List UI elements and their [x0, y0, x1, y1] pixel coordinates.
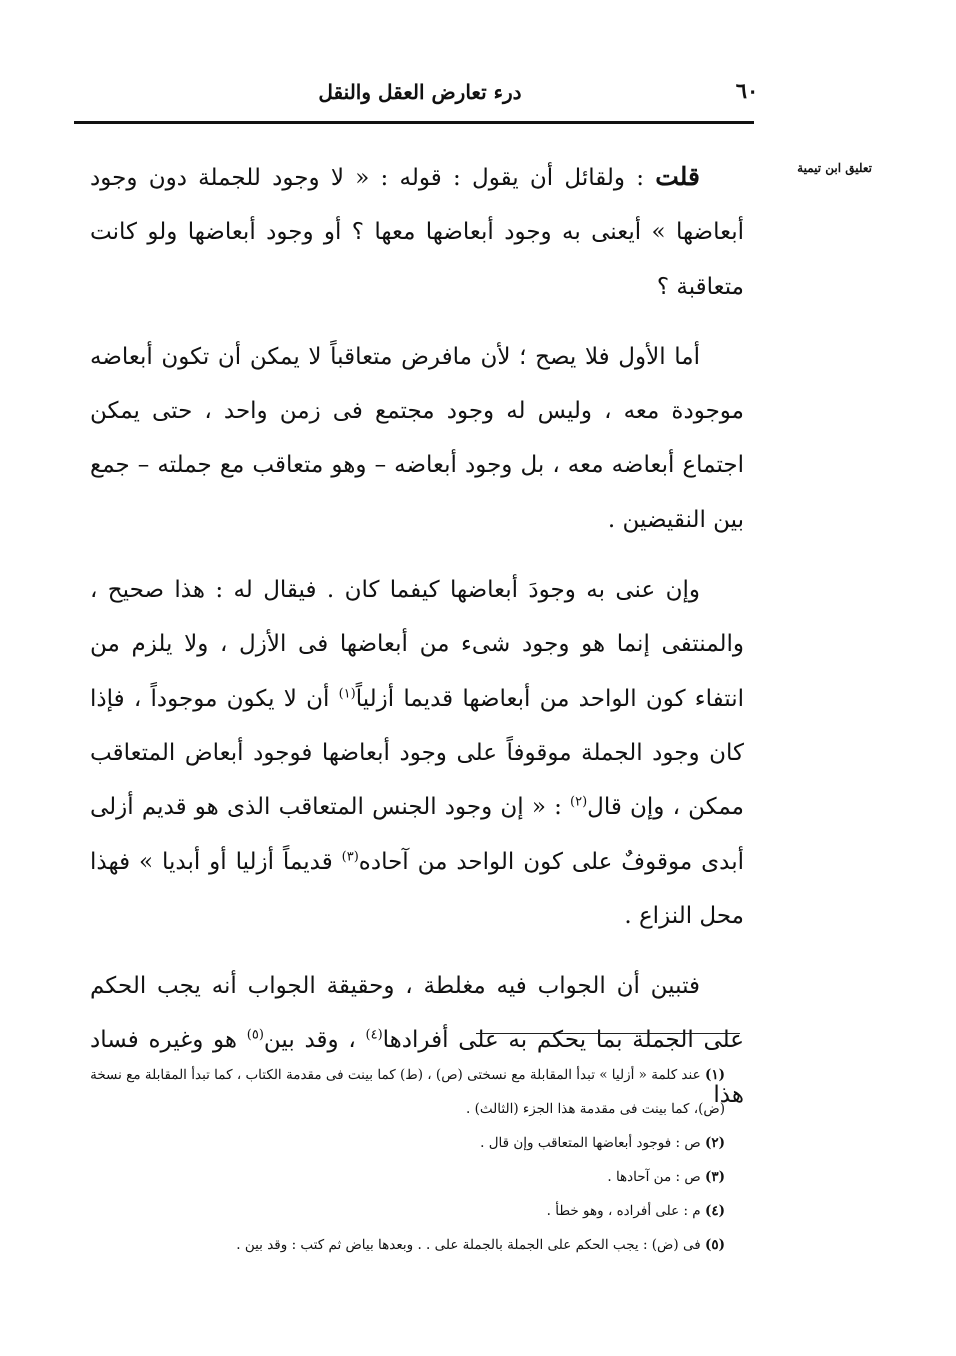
footnote-1: [85, 1058, 725, 1126]
footnote-text: فى (ض) : يجب الحكم على الجملة بالجملة على . . وبعدها بياض ثم كتب : وقد بين .: [236, 1237, 701, 1253]
lead-word: قلت: [655, 162, 700, 191]
footnote-number: (٣): [704, 1169, 725, 1185]
paragraph-text: : ولقائل أن يقول : قوله : « لا وجود للجملة دون وجود أبعاضها » أيعنى به وجود أبعاضها معها ؟ أو وجود أبعاضها ولو كانت متعاقبة ؟: [90, 165, 744, 300]
footnote-text: عند كلمة « أزليا » تبدأ المقابلة مع نسختى (ص) ، (ط) كما بينت فى مقدمة الكتاب ، كما تبدأ المقابلة مع نسخة (ض)، كما بينت فى مقدمة هذا الجزء (الثالث) .: [90, 1067, 725, 1117]
paragraph-2: [90, 330, 744, 547]
footnote-5: [85, 1228, 725, 1262]
footnote-ref-3[interactable]: (٣): [341, 848, 359, 864]
paragraph-3: [90, 563, 744, 943]
margin-note: تعليق ابن تيمية: [797, 161, 872, 175]
footnote-number: (٤): [704, 1203, 725, 1219]
footnote-text: ص : من آحادها .: [607, 1169, 701, 1185]
paragraph-text: فتبين أن الجواب فيه مغلطة ، وحقيقة الجواب أنه يجب الحكم على الجملة بما يحكم به على أفرادها: [90, 973, 744, 1054]
paragraph-text: : « إن وجود الجنس المتعاقب الذى هو قديم أزلى أبدى موقوفٌ على كون الواحد من آحاده: [90, 794, 744, 875]
header-rule: [74, 121, 754, 124]
footnote-ref-4[interactable]: (٤): [365, 1027, 383, 1043]
footnote-2: [85, 1126, 725, 1160]
footnote-ref-1[interactable]: (١): [338, 686, 356, 702]
footnote-ref-5[interactable]: (٥): [246, 1027, 264, 1043]
footnote-number: (١): [704, 1067, 725, 1083]
running-title: درء تعارض العقل والنقل: [318, 80, 522, 104]
body-text: [90, 150, 744, 1138]
paragraph-text: هو وغيره فساد هذا: [90, 1027, 744, 1108]
footnote-3: [85, 1160, 725, 1194]
footnotes: [85, 1058, 725, 1262]
footnote-number: (٢): [704, 1135, 725, 1151]
footnote-number: (٥): [704, 1237, 725, 1253]
footnote-text: م : على أفراده ، وهو خطأ .: [546, 1203, 701, 1219]
footnote-4: [85, 1194, 725, 1228]
paragraph-1: [90, 150, 744, 314]
footnote-ref-2[interactable]: (٢): [570, 794, 588, 810]
paragraph-text: وإن عنى به وجودَ أبعاضها كيفما كان . فيقال له : هذا صحيح ، والمنتفى إنما هو وجود شىء من أبعاضها فى الأزل ، ولا يلزم من انتفاء كون الواحد من أبعاضها قديما أزلياً: [90, 577, 744, 712]
footnote-rule: [476, 1033, 740, 1034]
paragraph-text: أما الأول فلا يصح ؛ لأن مافرض متعاقباً لا يمكن أن تكون أبعاضه موجودة معه ، وليس له وجود مجتمع فى زمن واحد ، حتى يمكن اجتماع أبعاضه معه ، بل وجود أبعاضه – وهو متعاقب مع جملته – جمع بين النقيضين .: [90, 343, 744, 533]
paragraph-text: ، وقد بين: [263, 1027, 366, 1054]
footnote-text: ص : فوجود أبعاضها المتعاقب وإن قال .: [480, 1135, 701, 1151]
paragraph-text: أن لا يكون موجوداً ، فإذا كان وجود الجملة موقوفاً على وجود أبعاضها فوجود أبعاض المتعاقب ممكن ، وإن قال: [90, 685, 744, 821]
page-number: ٦٠: [735, 78, 759, 103]
paragraph-text: قديماً أزليا أو أبديا » فهذا محل النزاع .: [90, 848, 744, 929]
